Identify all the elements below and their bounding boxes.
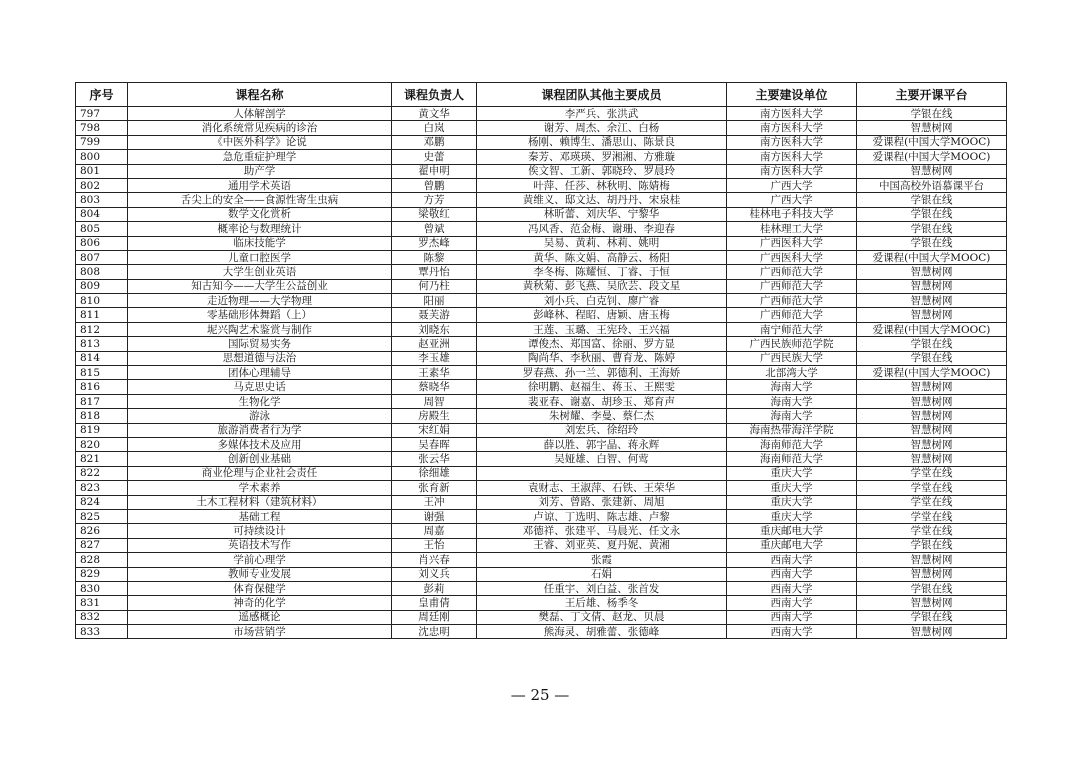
- cell-course-name: 马克思史话: [128, 380, 392, 394]
- cell-course-name: 商业伦理与企业社会责任: [128, 466, 392, 480]
- cell-course-name: 市场营销学: [128, 625, 392, 639]
- cell-institution: 广西师范大学: [727, 279, 857, 293]
- cell-course-name: 创新创业基础: [128, 452, 392, 466]
- cell-team-members: 卢谅、丁选明、陈志雄、卢黎: [477, 509, 727, 523]
- cell-team-members: 叶萍、任莎、林秋明、陈婧梅: [477, 178, 727, 192]
- cell-institution: 广西师范大学: [727, 265, 857, 279]
- cell-course-lead: 张育新: [392, 481, 477, 495]
- cell-team-members: 刘宏兵、徐绍玲: [477, 423, 727, 437]
- table-row: [76, 250, 1007, 264]
- cell-course-name: 坭兴陶艺术鉴赏与制作: [128, 322, 392, 336]
- table-row: [76, 294, 1007, 308]
- cell-index: 810: [76, 294, 128, 308]
- cell-institution: 广西民族大学: [727, 351, 857, 365]
- cell-team-members: 熊海灵、胡雅蕾、张德峰: [477, 625, 727, 639]
- cell-index: 802: [76, 178, 128, 192]
- cell-index: 798: [76, 121, 128, 135]
- cell-index: 830: [76, 581, 128, 595]
- cell-index: 801: [76, 164, 128, 178]
- cell-course-lead: 彭莉: [392, 581, 477, 595]
- cell-team-members: 秦芳、邓瑛瑛、罗湘湘、方雅璇: [477, 150, 727, 164]
- cell-course-lead: 刘义兵: [392, 567, 477, 581]
- cell-team-members: 王后雄、杨季冬: [477, 596, 727, 610]
- cell-index: 822: [76, 466, 128, 480]
- cell-course-name: 概率论与数理统计: [128, 222, 392, 236]
- cell-team-members: 徐明鹏、赵福生、蒋玉、王熙雯: [477, 380, 727, 394]
- cell-institution: 西南大学: [727, 625, 857, 639]
- cell-team-members: 王睿、刘亚英、夏丹妮、黄湘: [477, 538, 727, 552]
- cell-course-lead: 曾斌: [392, 222, 477, 236]
- table-row: [76, 394, 1007, 408]
- cell-index: 820: [76, 437, 128, 451]
- cell-platform: 智慧树网: [857, 437, 1007, 451]
- cell-course-lead: 王素华: [392, 366, 477, 380]
- table-row: [76, 222, 1007, 236]
- cell-institution: 广西师范大学: [727, 294, 857, 308]
- cell-institution: 北部湾大学: [727, 366, 857, 380]
- cell-team-members: 刘芳、曾路、张建新、周旭: [477, 495, 727, 509]
- cell-course-lead: 聂芙游: [392, 308, 477, 322]
- cell-team-members: 张霞: [477, 553, 727, 567]
- cell-institution: 南方医科大学: [727, 164, 857, 178]
- header-team-members: 课程团队其他主要成员: [477, 83, 727, 107]
- header-platform: 主要开课平台: [857, 83, 1007, 107]
- table-row: [76, 337, 1007, 351]
- cell-index: 813: [76, 337, 128, 351]
- header-course-name: 课程名称: [128, 83, 392, 107]
- cell-institution: 西南大学: [727, 567, 857, 581]
- table-row: [76, 596, 1007, 610]
- cell-institution: 桂林理工大学: [727, 222, 857, 236]
- cell-course-lead: 罗杰峰: [392, 236, 477, 250]
- cell-course-lead: 邓鹏: [392, 135, 477, 149]
- table-row: [76, 567, 1007, 581]
- cell-index: 804: [76, 207, 128, 221]
- cell-course-lead: 吴春晖: [392, 437, 477, 451]
- page-number: — 25 —: [510, 686, 570, 704]
- cell-course-lead: 何乃柱: [392, 279, 477, 293]
- cell-institution: 海南热带海洋学院: [727, 423, 857, 437]
- cell-index: 811: [76, 308, 128, 322]
- table-row: [76, 265, 1007, 279]
- cell-course-lead: 谢强: [392, 509, 477, 523]
- cell-team-members: 谢芳、周杰、余江、白杨: [477, 121, 727, 135]
- cell-course-name: 儿童口腔医学: [128, 250, 392, 264]
- cell-team-members: 石娟: [477, 567, 727, 581]
- cell-index: 814: [76, 351, 128, 365]
- cell-course-lead: 黄文华: [392, 107, 477, 121]
- cell-platform: 学堂在线: [857, 509, 1007, 523]
- cell-platform: 学银在线: [857, 236, 1007, 250]
- cell-institution: 广西师范大学: [727, 308, 857, 322]
- cell-team-members: 林昕蕾、刘庆华、宁黎华: [477, 207, 727, 221]
- table-row: [76, 524, 1007, 538]
- cell-index: 831: [76, 596, 128, 610]
- cell-course-name: 走近物理——大学物理: [128, 294, 392, 308]
- cell-index: 833: [76, 625, 128, 639]
- table-row: [76, 452, 1007, 466]
- cell-platform: 学堂在线: [857, 466, 1007, 480]
- cell-team-members: 彭峰林、程昭、唐颖、唐玉梅: [477, 308, 727, 322]
- cell-institution: 南方医科大学: [727, 135, 857, 149]
- cell-team-members: 薛以胜、郭宇晶、蒋永辉: [477, 437, 727, 451]
- table-row: [76, 581, 1007, 595]
- cell-platform: 爱课程(中国大学MOOC): [857, 250, 1007, 264]
- cell-team-members: 李严兵、张洪武: [477, 107, 727, 121]
- cell-team-members: 黄秋菊、彭飞燕、吴欣芸、段文星: [477, 279, 727, 293]
- cell-institution: 重庆邮电大学: [727, 524, 857, 538]
- cell-team-members: 李冬梅、陈耀恒、丁睿、于恒: [477, 265, 727, 279]
- cell-institution: 海南大学: [727, 409, 857, 423]
- cell-course-lead: 徐细雄: [392, 466, 477, 480]
- cell-platform: 智慧树网: [857, 625, 1007, 639]
- cell-platform: 学银在线: [857, 193, 1007, 207]
- cell-platform: 爱课程(中国大学MOOC): [857, 322, 1007, 336]
- cell-team-members: 朱树耀、李曼、蔡仁杰: [477, 409, 727, 423]
- cell-institution: 广西民族师范学院: [727, 337, 857, 351]
- cell-team-members: 邓德祥、张建平、马晨光、任文永: [477, 524, 727, 538]
- cell-team-members: 刘小兵、白克钊、廖广睿: [477, 294, 727, 308]
- cell-institution: 重庆邮电大学: [727, 538, 857, 552]
- cell-course-lead: 肖兴春: [392, 553, 477, 567]
- cell-index: 828: [76, 553, 128, 567]
- cell-institution: 广西大学: [727, 193, 857, 207]
- table-row: [76, 322, 1007, 336]
- table-row: [76, 121, 1007, 135]
- cell-course-lead: 翟申明: [392, 164, 477, 178]
- cell-index: 805: [76, 222, 128, 236]
- table-row: [76, 351, 1007, 365]
- cell-index: 800: [76, 150, 128, 164]
- table-body: [76, 107, 1007, 639]
- table-row: [76, 135, 1007, 149]
- cell-team-members: 杨刚、赖博生、潘思山、陈景良: [477, 135, 727, 149]
- cell-index: 826: [76, 524, 128, 538]
- cell-course-name: 可持续设计: [128, 524, 392, 538]
- cell-platform: 学银在线: [857, 581, 1007, 595]
- table-row: [76, 150, 1007, 164]
- cell-course-name: 国际贸易实务: [128, 337, 392, 351]
- cell-index: 808: [76, 265, 128, 279]
- cell-platform: 智慧树网: [857, 423, 1007, 437]
- header-institution: 主要建设单位: [727, 83, 857, 107]
- cell-team-members: 裴亚春、谢嘉、胡珍玉、郑育声: [477, 394, 727, 408]
- cell-course-lead: 赵亚洲: [392, 337, 477, 351]
- cell-course-lead: 刘晓东: [392, 322, 477, 336]
- cell-platform: 智慧树网: [857, 279, 1007, 293]
- cell-institution: 西南大学: [727, 596, 857, 610]
- cell-index: 803: [76, 193, 128, 207]
- table-row: [76, 308, 1007, 322]
- table-row: [76, 495, 1007, 509]
- cell-course-name: 神奇的化学: [128, 596, 392, 610]
- cell-team-members: 袁财志、王淑萍、石铁、王荣华: [477, 481, 727, 495]
- cell-course-lead: 阳丽: [392, 294, 477, 308]
- cell-team-members: 吴娅雄、白智、何莺: [477, 452, 727, 466]
- cell-platform: 中国高校外语慕课平台: [857, 178, 1007, 192]
- cell-course-lead: 蔡晓华: [392, 380, 477, 394]
- table-row: [76, 481, 1007, 495]
- cell-institution: 重庆大学: [727, 466, 857, 480]
- cell-course-lead: 沈忠明: [392, 625, 477, 639]
- cell-course-name: 游泳: [128, 409, 392, 423]
- cell-institution: 广西医科大学: [727, 236, 857, 250]
- cell-course-name: 学术素养: [128, 481, 392, 495]
- cell-platform: 智慧树网: [857, 553, 1007, 567]
- cell-team-members: [477, 466, 727, 480]
- cell-course-name: 急危重症护理学: [128, 150, 392, 164]
- cell-course-name: 知古知今——大学生公益创业: [128, 279, 392, 293]
- table-row: [76, 423, 1007, 437]
- table-row: [76, 178, 1007, 192]
- cell-course-lead: 周智: [392, 394, 477, 408]
- cell-institution: 西南大学: [727, 610, 857, 624]
- cell-index: 823: [76, 481, 128, 495]
- cell-course-lead: 房殿生: [392, 409, 477, 423]
- cell-institution: 南宁师范大学: [727, 322, 857, 336]
- cell-course-name: 助产学: [128, 164, 392, 178]
- cell-team-members: 罗春燕、孙一兰、郭德利、王海娇: [477, 366, 727, 380]
- cell-index: 817: [76, 394, 128, 408]
- cell-course-lead: 宋红娟: [392, 423, 477, 437]
- cell-platform: 智慧树网: [857, 121, 1007, 135]
- cell-course-lead: 李玉雄: [392, 351, 477, 365]
- cell-course-lead: 王冲: [392, 495, 477, 509]
- cell-team-members: 冯风香、范金梅、谢珊、李迎春: [477, 222, 727, 236]
- cell-course-lead: 曾鹏: [392, 178, 477, 192]
- cell-team-members: 樊磊、丁文倩、赵龙、贝晨: [477, 610, 727, 624]
- cell-index: 827: [76, 538, 128, 552]
- cell-course-lead: 白岚: [392, 121, 477, 135]
- cell-platform: 爱课程(中国大学MOOC): [857, 135, 1007, 149]
- cell-course-name: 人体解剖学: [128, 107, 392, 121]
- cell-course-name: 临床技能学: [128, 236, 392, 250]
- cell-platform: 智慧树网: [857, 596, 1007, 610]
- cell-course-name: 基础工程: [128, 509, 392, 523]
- table-row: [76, 409, 1007, 423]
- cell-index: 832: [76, 610, 128, 624]
- cell-institution: 重庆大学: [727, 481, 857, 495]
- cell-course-name: 大学生创业英语: [128, 265, 392, 279]
- cell-course-lead: 陈黎: [392, 250, 477, 264]
- cell-institution: 南方医科大学: [727, 121, 857, 135]
- cell-institution: 南方医科大学: [727, 107, 857, 121]
- table-row: [76, 164, 1007, 178]
- cell-platform: 智慧树网: [857, 164, 1007, 178]
- cell-platform: 智慧树网: [857, 394, 1007, 408]
- cell-course-lead: 梁敬红: [392, 207, 477, 221]
- cell-platform: 学银在线: [857, 222, 1007, 236]
- cell-platform: 智慧树网: [857, 294, 1007, 308]
- cell-institution: 西南大学: [727, 553, 857, 567]
- cell-course-lead: 周廷刚: [392, 610, 477, 624]
- table-row: [76, 193, 1007, 207]
- cell-course-name: 《中医外科学》论说: [128, 135, 392, 149]
- cell-course-name: 英语技术写作: [128, 538, 392, 552]
- cell-index: 816: [76, 380, 128, 394]
- table-row: [76, 538, 1007, 552]
- table-row: [76, 207, 1007, 221]
- cell-course-lead: 皇甫倩: [392, 596, 477, 610]
- cell-institution: 海南师范大学: [727, 452, 857, 466]
- cell-institution: 重庆大学: [727, 495, 857, 509]
- cell-course-name: 旅游消费者行为学: [128, 423, 392, 437]
- table-row: [76, 437, 1007, 451]
- cell-platform: 学堂在线: [857, 481, 1007, 495]
- table-row: [76, 466, 1007, 480]
- cell-team-members: 吴易、黄莉、林莉、姚明: [477, 236, 727, 250]
- cell-team-members: 任重宇、刘白益、张首发: [477, 581, 727, 595]
- cell-course-lead: 方芳: [392, 193, 477, 207]
- cell-index: 807: [76, 250, 128, 264]
- header-course-lead: 课程负责人: [392, 83, 477, 107]
- cell-course-name: 生物化学: [128, 394, 392, 408]
- cell-course-name: 体育保健学: [128, 581, 392, 595]
- cell-platform: 智慧树网: [857, 265, 1007, 279]
- cell-platform: 智慧树网: [857, 567, 1007, 581]
- cell-course-name: 遥感概论: [128, 610, 392, 624]
- course-table-container: [75, 82, 1006, 639]
- table-row: [76, 625, 1007, 639]
- cell-team-members: 陶尚华、李秋丽、曹育龙、陈婷: [477, 351, 727, 365]
- cell-institution: 南方医科大学: [727, 150, 857, 164]
- cell-platform: 爱课程(中国大学MOOC): [857, 366, 1007, 380]
- cell-institution: 海南大学: [727, 394, 857, 408]
- cell-course-name: 数学文化赏析: [128, 207, 392, 221]
- cell-team-members: 黄华、陈文娟、高静云、杨阳: [477, 250, 727, 264]
- cell-course-lead: 张云华: [392, 452, 477, 466]
- cell-index: 819: [76, 423, 128, 437]
- cell-institution: 广西大学: [727, 178, 857, 192]
- cell-institution: 桂林电子科技大学: [727, 207, 857, 221]
- cell-course-name: 学前心理学: [128, 553, 392, 567]
- cell-index: 799: [76, 135, 128, 149]
- course-table: [75, 82, 1007, 639]
- cell-platform: 学银在线: [857, 538, 1007, 552]
- cell-platform: 学堂在线: [857, 495, 1007, 509]
- cell-index: 821: [76, 452, 128, 466]
- cell-index: 818: [76, 409, 128, 423]
- cell-course-name: 土木工程材料（建筑材料）: [128, 495, 392, 509]
- cell-platform: 智慧树网: [857, 409, 1007, 423]
- table-row: [76, 380, 1007, 394]
- cell-institution: 重庆大学: [727, 509, 857, 523]
- table-row: [76, 366, 1007, 380]
- cell-course-lead: 史蕾: [392, 150, 477, 164]
- cell-index: 815: [76, 366, 128, 380]
- cell-team-members: 黄维义、邸文达、胡丹丹、宋泉桂: [477, 193, 727, 207]
- cell-institution: 西南大学: [727, 581, 857, 595]
- cell-course-lead: 覃丹怡: [392, 265, 477, 279]
- cell-index: 797: [76, 107, 128, 121]
- cell-platform: 学银在线: [857, 207, 1007, 221]
- cell-course-name: 多媒体技术及应用: [128, 437, 392, 451]
- cell-team-members: 王莲、玉璐、王宪玲、王兴福: [477, 322, 727, 336]
- cell-team-members: 俟文智、工新、郭晓玲、罗晨玲: [477, 164, 727, 178]
- cell-platform: 智慧树网: [857, 308, 1007, 322]
- cell-platform: 爱课程(中国大学MOOC): [857, 150, 1007, 164]
- cell-index: 829: [76, 567, 128, 581]
- cell-platform: 学银在线: [857, 337, 1007, 351]
- table-row: [76, 279, 1007, 293]
- table-row: [76, 553, 1007, 567]
- cell-institution: 海南师范大学: [727, 437, 857, 451]
- cell-course-name: 思想道德与法治: [128, 351, 392, 365]
- table-row: [76, 610, 1007, 624]
- cell-index: 809: [76, 279, 128, 293]
- cell-index: 806: [76, 236, 128, 250]
- cell-course-name: 团体心理辅导: [128, 366, 392, 380]
- cell-institution: 广西医科大学: [727, 250, 857, 264]
- cell-course-name: 教师专业发展: [128, 567, 392, 581]
- cell-course-name: 通用学术英语: [128, 178, 392, 192]
- table-row: [76, 509, 1007, 523]
- cell-team-members: 谭俊杰、郑国富、徐丽、罗方显: [477, 337, 727, 351]
- cell-course-lead: 周嘉: [392, 524, 477, 538]
- cell-platform: 学银在线: [857, 610, 1007, 624]
- table-header-row: [76, 83, 1007, 107]
- table-row: [76, 236, 1007, 250]
- cell-course-lead: 王怡: [392, 538, 477, 552]
- table-row: [76, 107, 1007, 121]
- cell-index: 824: [76, 495, 128, 509]
- cell-platform: 学银在线: [857, 107, 1007, 121]
- cell-institution: 海南大学: [727, 380, 857, 394]
- header-index: 序号: [76, 83, 128, 107]
- cell-course-name: 零基础形体舞蹈（上）: [128, 308, 392, 322]
- cell-course-name: 消化系统常见疾病的诊治: [128, 121, 392, 135]
- cell-platform: 智慧树网: [857, 380, 1007, 394]
- cell-index: 825: [76, 509, 128, 523]
- cell-platform: 学银在线: [857, 351, 1007, 365]
- cell-course-name: 舌尖上的安全——食源性寄生虫病: [128, 193, 392, 207]
- cell-platform: 智慧树网: [857, 452, 1007, 466]
- cell-index: 812: [76, 322, 128, 336]
- cell-platform: 学堂在线: [857, 524, 1007, 538]
